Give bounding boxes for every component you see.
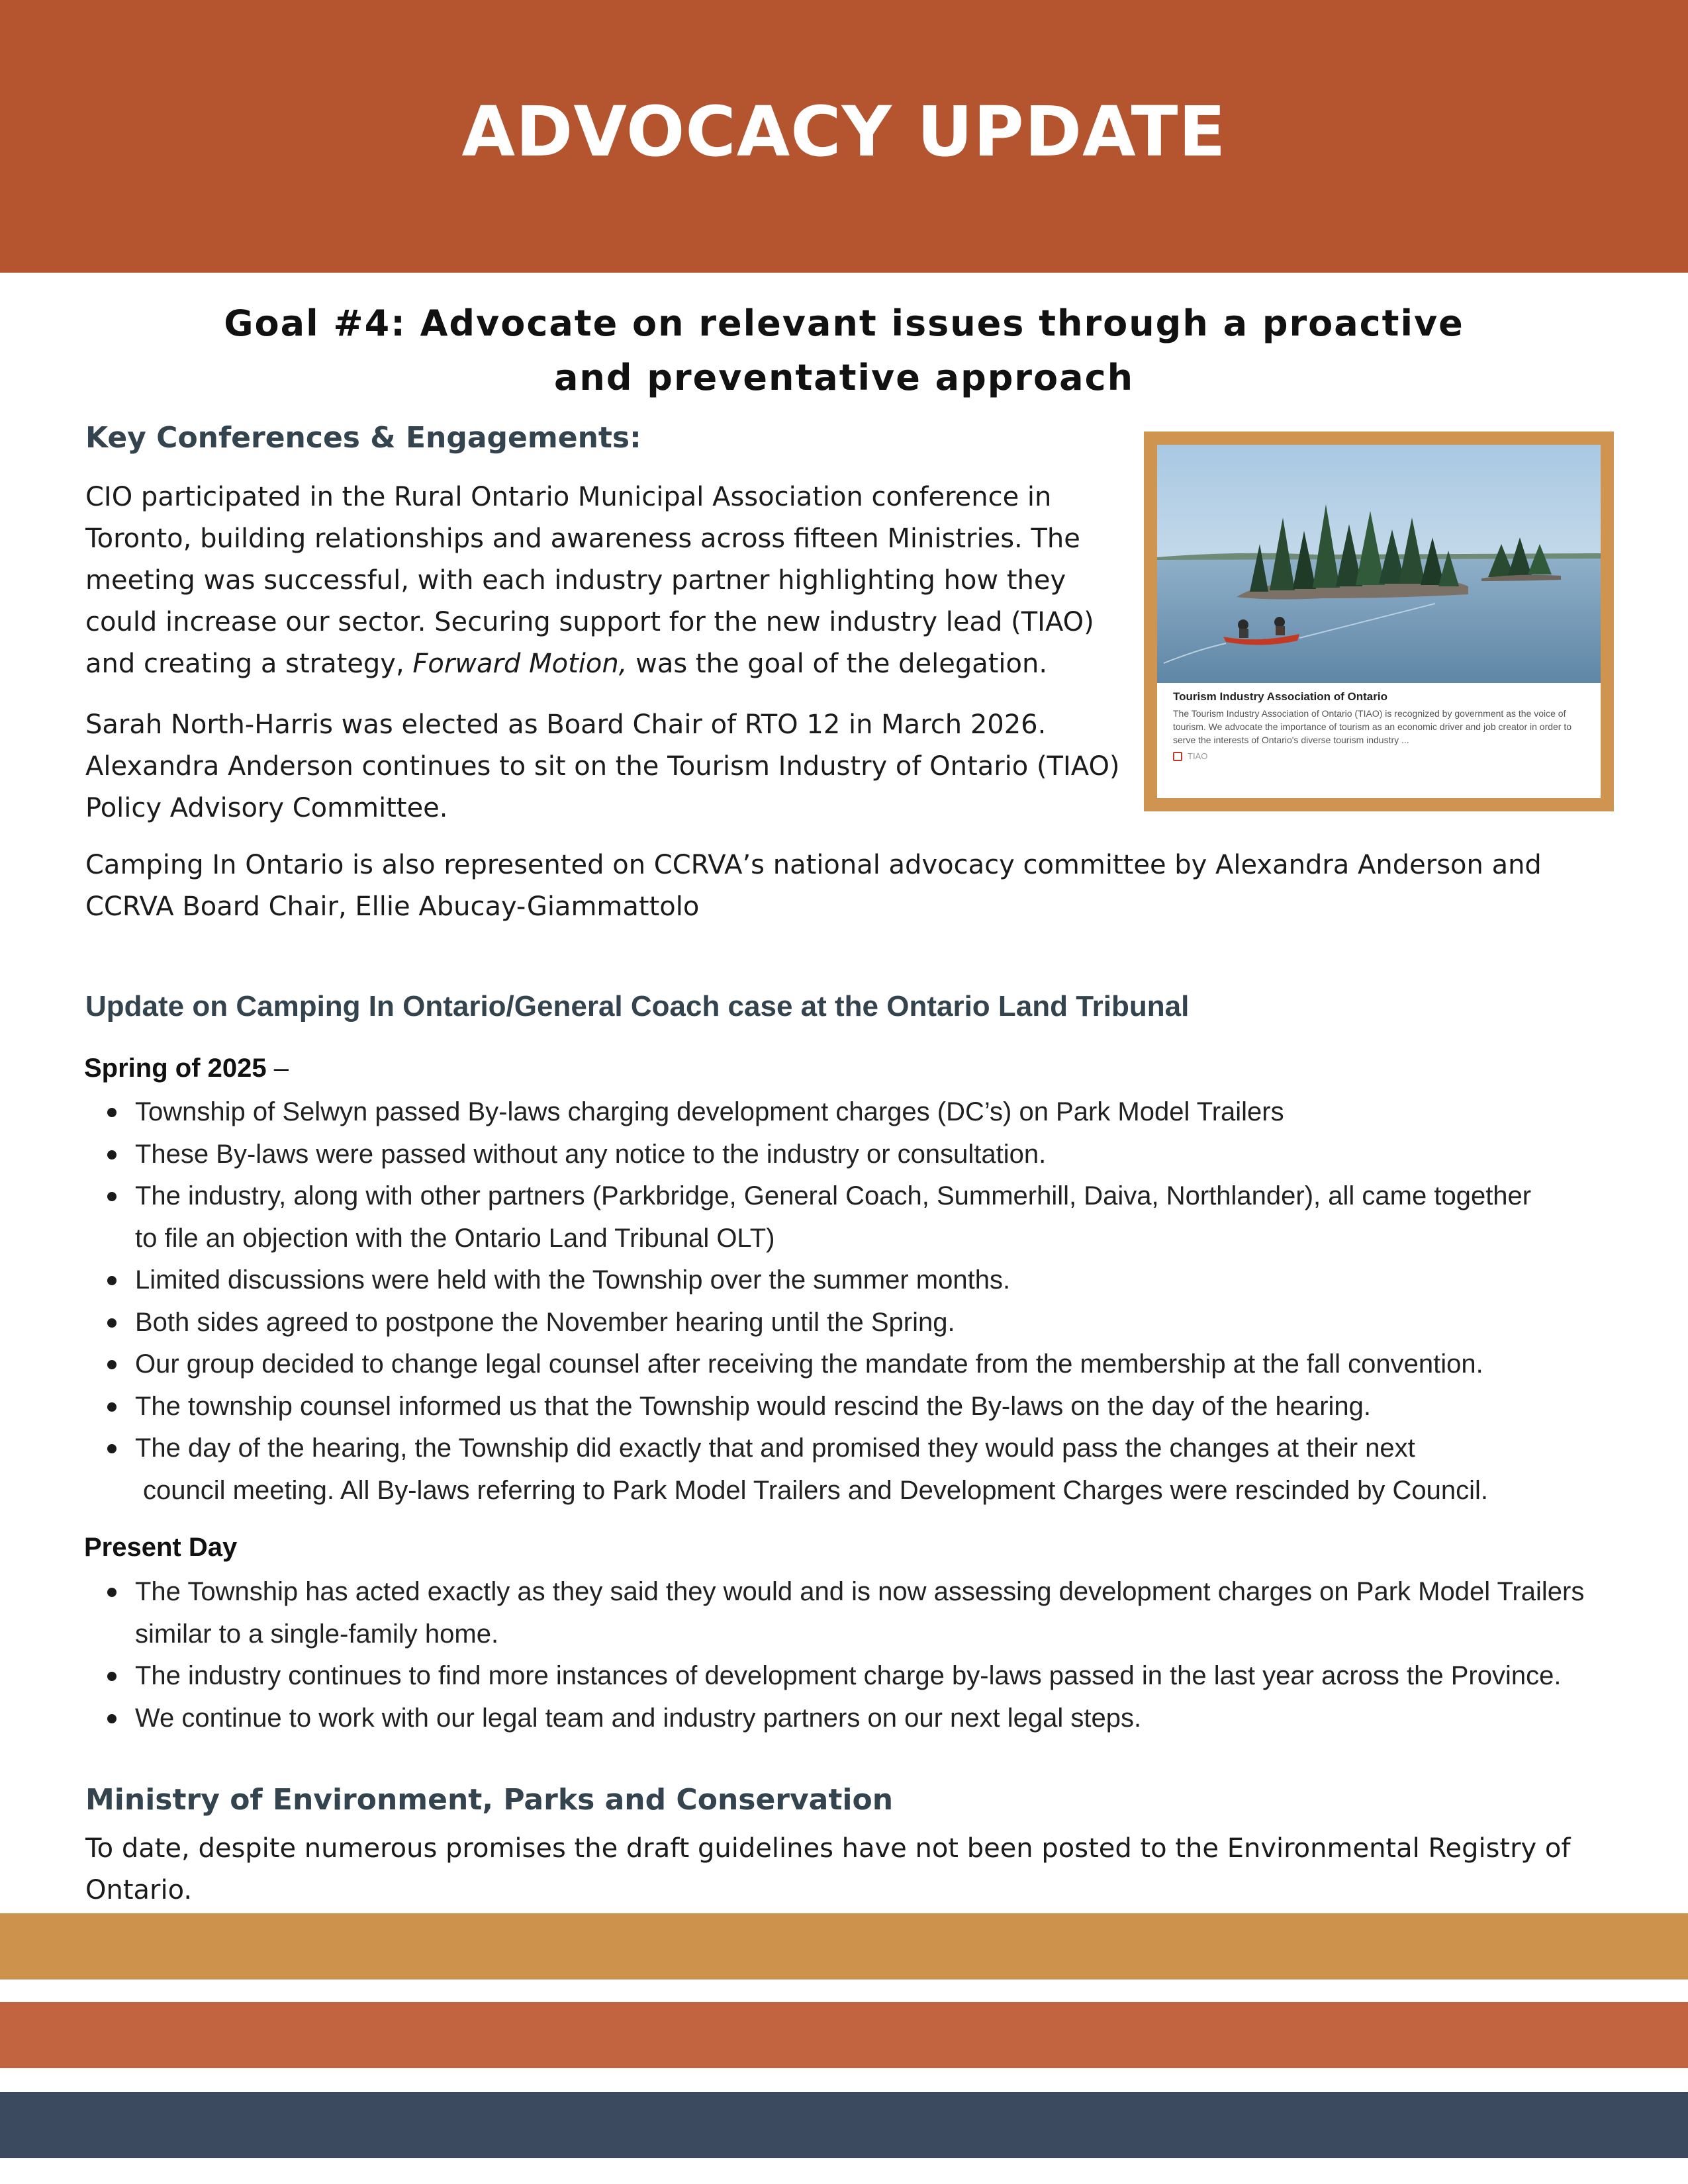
list-item-text: similar to a single-family home. bbox=[135, 1619, 499, 1649]
list-item-text: Limited discussions were held with the Township over the summer months. bbox=[135, 1265, 1011, 1295]
list-item bbox=[105, 1302, 1647, 1344]
para-line: Policy Advisory Committee. bbox=[85, 793, 448, 823]
list-item bbox=[105, 1698, 1647, 1740]
list-item-text: These By-laws were passed without any notice to the industry or consultation. bbox=[135, 1139, 1047, 1169]
ccrva-paragraph bbox=[85, 844, 1641, 928]
bullet-icon bbox=[107, 1402, 117, 1412]
strategy-name: Forward Motion, bbox=[412, 649, 628, 679]
bullet-icon bbox=[107, 1108, 117, 1117]
page-title: ADVOCACY UPDATE bbox=[461, 91, 1227, 172]
list-item-text: The Township has acted exactly as they said they would and is now assessing development charges on Park Model Trailers bbox=[135, 1577, 1585, 1606]
list-item bbox=[105, 1428, 1647, 1512]
para-text: and creating a strategy, bbox=[85, 649, 413, 679]
spring-list bbox=[105, 1091, 1647, 1512]
bullet-icon bbox=[107, 1714, 117, 1723]
ministry-heading: Ministry of Environment, Parks and Conservation bbox=[85, 1783, 894, 1817]
card-logo bbox=[1173, 751, 1207, 761]
list-item-text: council meeting. All By-laws referring to Park Model Trailers and Development Charges were rescinded by Council. bbox=[143, 1475, 1489, 1505]
bullet-icon bbox=[107, 1318, 117, 1328]
footer-band-navy bbox=[0, 2092, 1688, 2158]
para-line: Sarah North-Harris was elected as Board Chair of RTO 12 in March 2026. bbox=[85, 709, 1047, 740]
para-line: Camping In Ontario is also represented on CCRVA’s national advocacy committee by Alexandra Anderson and bbox=[85, 850, 1542, 880]
tiao-image-frame bbox=[1144, 432, 1614, 811]
para-text: was the goal of the delegation. bbox=[627, 649, 1048, 679]
para-line: CCRVA Board Chair, Ellie Abucay-Giammattolo bbox=[85, 891, 700, 922]
tiao-logo-icon bbox=[1173, 752, 1182, 761]
goal-line-2: and preventative approach bbox=[553, 357, 1135, 398]
bullet-icon bbox=[107, 1360, 117, 1369]
bullet-icon bbox=[107, 1444, 117, 1453]
board-chair-paragraph bbox=[85, 704, 1145, 829]
list-item bbox=[105, 1175, 1647, 1259]
list-item bbox=[105, 1134, 1647, 1176]
list-item bbox=[105, 1655, 1647, 1698]
spring-label: Spring of 2025 bbox=[84, 1054, 267, 1083]
para-line: meeting was successful, with each industry partner highlighting how they bbox=[85, 565, 1066, 596]
olt-case-heading: Update on Camping In Ontario/General Coach case at the Ontario Land Tribunal bbox=[85, 990, 1190, 1023]
bullet-icon bbox=[107, 1276, 117, 1285]
spring-2025-heading bbox=[84, 1054, 289, 1083]
list-item bbox=[105, 1386, 1647, 1428]
para-line: could increase our sector. Securing support for the new industry lead (TIAO) bbox=[85, 607, 1094, 637]
list-item-text: The industry, along with other partners (Parkbridge, General Coach, Summerhill, Daiva, Northlander), all came together bbox=[135, 1181, 1532, 1210]
list-item bbox=[105, 1571, 1647, 1655]
present-list bbox=[105, 1571, 1647, 1739]
list-item bbox=[105, 1343, 1647, 1386]
para-line bbox=[85, 643, 1145, 685]
spring-dash: – bbox=[266, 1054, 289, 1083]
list-item-text: The day of the hearing, the Township did exactly that and promised they would pass the changes at their next bbox=[135, 1433, 1415, 1463]
bullet-icon bbox=[107, 1150, 117, 1160]
goal-line-1: Goal #4: Advocate on relevant issues through a proactive bbox=[224, 302, 1464, 344]
canoe-lake-photo bbox=[1157, 445, 1601, 683]
list-item-text: We continue to work with our legal team and industry partners on our next legal steps. bbox=[135, 1703, 1142, 1733]
tiao-link-card[interactable] bbox=[1157, 445, 1601, 798]
card-logo-text: TIAO bbox=[1188, 751, 1208, 761]
para-line: Alexandra Anderson continues to sit on the Tourism Industry of Ontario (TIAO) bbox=[85, 751, 1120, 782]
present-day-heading: Present Day bbox=[84, 1533, 238, 1562]
bullet-icon bbox=[107, 1672, 117, 1681]
footer-band-tan bbox=[0, 1913, 1688, 1979]
list-item-text: Township of Selwyn passed By-laws charging development charges (DC’s) on Park Model Trailers bbox=[135, 1097, 1284, 1126]
footer-band-rust bbox=[0, 2002, 1688, 2068]
conference-paragraph bbox=[85, 477, 1145, 685]
bullet-icon bbox=[107, 1588, 117, 1597]
list-item-text: The township counsel informed us that the Township would rescind the By-laws on the day of the hearing. bbox=[135, 1391, 1372, 1421]
card-title: Tourism Industry Association of Ontario bbox=[1173, 690, 1387, 703]
bullet-icon bbox=[107, 1192, 117, 1201]
para-line: CIO participated in the Rural Ontario Municipal Association conference in bbox=[85, 482, 1052, 512]
list-item-text: to file an objection with the Ontario Land Tribunal OLT) bbox=[135, 1223, 775, 1253]
goal-heading bbox=[199, 296, 1489, 405]
card-description: The Tourism Industry Association of Ontario (TIAO) is recognized by government as the voice of tourism. We advocate the importance of tourism as an economic driver and job creator in order to serve the interests of Ontario's diverse tourism industry ... bbox=[1173, 708, 1572, 745]
list-item-text: The industry continues to find more instances of development charge by-laws passed in the last year across the Province. bbox=[135, 1661, 1562, 1690]
list-item bbox=[105, 1091, 1647, 1134]
key-conferences-heading: Key Conferences & Engagements: bbox=[85, 421, 641, 455]
list-item bbox=[105, 1259, 1647, 1302]
list-item-text: Both sides agreed to postpone the November hearing until the Spring. bbox=[135, 1307, 955, 1337]
ministry-text: To date, despite numerous promises the draft guidelines have not been posted to the Environmental Registry of Ontario. bbox=[85, 1833, 1571, 1905]
para-line: Toronto, building relationships and awareness across fifteen Ministries. The bbox=[85, 523, 1080, 554]
list-item-text: Our group decided to change legal counsel after receiving the mandate from the membership at the fall convention. bbox=[135, 1349, 1483, 1379]
